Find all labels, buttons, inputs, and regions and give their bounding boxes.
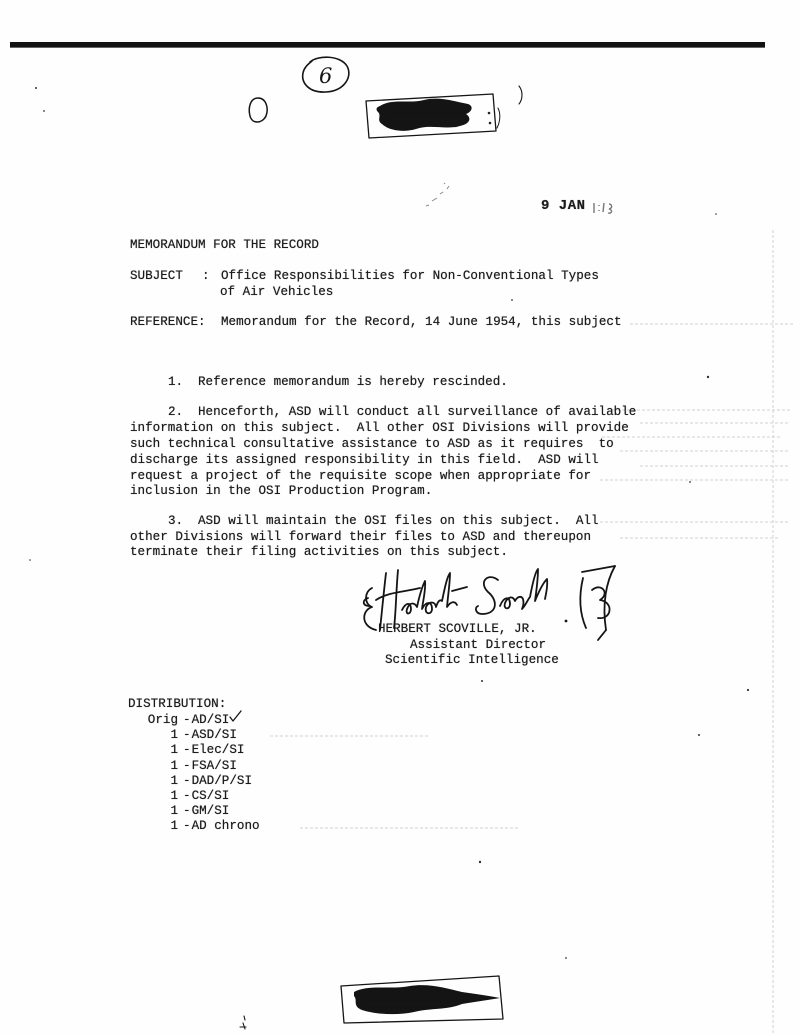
- distribution-recipient: CS/SI: [191, 789, 230, 803]
- distribution-separator: -: [183, 759, 191, 773]
- distribution-recipient: DAD/P/SI: [191, 774, 253, 788]
- paragraph-line: such technical consultative assistance to ASD as it requires to: [130, 437, 614, 451]
- memo-date: 9 JAN: [541, 198, 586, 214]
- subject-label: SUBJECT: [130, 269, 183, 283]
- distribution-entry: [138, 712, 229, 728]
- date-smudge: [594, 203, 612, 213]
- paragraph-number: 1.: [168, 375, 184, 389]
- reference-text: Memorandum for the Record, 14 June 1954, this subject: [221, 315, 622, 329]
- distribution-recipient: GM/SI: [191, 804, 230, 818]
- subject-line: Office Responsibilities for Non-Conventional Types: [221, 269, 599, 283]
- distribution-recipient: Elec/SI: [191, 743, 245, 757]
- paragraph-line: Henceforth, ASD will conduct all surveillance of available: [198, 405, 637, 419]
- paragraph-line: discharge its assigned responsibility in this field. ASD will: [130, 453, 599, 467]
- distribution-entry: [138, 773, 252, 789]
- distribution-count: 1: [170, 804, 178, 818]
- distribution-entry: [138, 758, 237, 774]
- paragraph-line: inclusion in the OSI Production Program.: [130, 484, 433, 498]
- signer-office: Scientific Intelligence: [385, 653, 559, 667]
- subject-colon: :: [202, 269, 210, 283]
- distribution-recipient: AD chrono: [191, 819, 260, 833]
- redaction-mark: [366, 94, 500, 138]
- handwritten-circle-mark: [249, 98, 267, 122]
- signer-title: Assistant Director: [410, 638, 547, 652]
- distribution-count: 1: [170, 789, 178, 803]
- distribution-entry: [138, 788, 229, 804]
- distribution-separator: -: [183, 789, 191, 803]
- distribution-separator: -: [183, 743, 191, 757]
- stray-mark: [426, 183, 449, 206]
- paragraph-line: request a project of the requisite scope when appropriate for: [130, 469, 592, 483]
- distribution-separator: -: [183, 728, 191, 742]
- distribution-separator: -: [183, 713, 191, 727]
- distribution-separator: -: [183, 804, 191, 818]
- distribution-label: DISTRIBUTION:: [128, 697, 227, 711]
- distribution-recipient: ASD/SI: [191, 728, 237, 742]
- paragraph-line: other Divisions will forward their files to ASD and thereupon: [130, 530, 592, 544]
- distribution-recipient: FSA/SI: [191, 759, 237, 773]
- paragraph-line: ASD will maintain the OSI files on this subject. All: [198, 514, 599, 528]
- distribution-count: 1: [170, 774, 178, 788]
- distribution-separator: -: [183, 774, 191, 788]
- distribution-separator: -: [183, 819, 191, 833]
- distribution-entry: [138, 818, 260, 834]
- paragraph-line: Reference memorandum is hereby rescinded.: [198, 375, 508, 389]
- distribution-count: 1: [170, 759, 178, 773]
- subject-line: of Air Vehicles: [220, 285, 334, 299]
- distribution-count: 1: [170, 728, 178, 742]
- signer-name: HERBERT SCOVILLE, JR.: [378, 622, 537, 636]
- distribution-entry: [138, 803, 229, 819]
- distribution-count: 1: [170, 819, 178, 833]
- distribution-count: Orig: [147, 713, 178, 727]
- redaction-mark: [341, 976, 503, 1023]
- stray-mark: [240, 1016, 246, 1029]
- distribution-recipient: AD/SI: [191, 713, 230, 727]
- circled-page-number: [303, 57, 349, 92]
- stray-mark: [519, 86, 522, 104]
- top-rule: [10, 42, 765, 48]
- page-number-text: 6: [319, 64, 333, 88]
- distribution-entry: [138, 742, 244, 758]
- distribution-count: 1: [170, 743, 178, 757]
- paragraph-line: terminate their filing activities on this subject.: [130, 545, 508, 559]
- reference-label: REFERENCE:: [130, 315, 206, 329]
- paragraph-number: 2.: [168, 405, 184, 419]
- paragraph-number: 3.: [168, 514, 184, 528]
- paragraph-line: information on this subject. All other OSI Divisions will provide: [130, 421, 629, 435]
- memo-title: MEMORANDUM FOR THE RECORD: [130, 238, 319, 252]
- check-mark-icon: [230, 711, 241, 721]
- distribution-entry: [138, 727, 237, 743]
